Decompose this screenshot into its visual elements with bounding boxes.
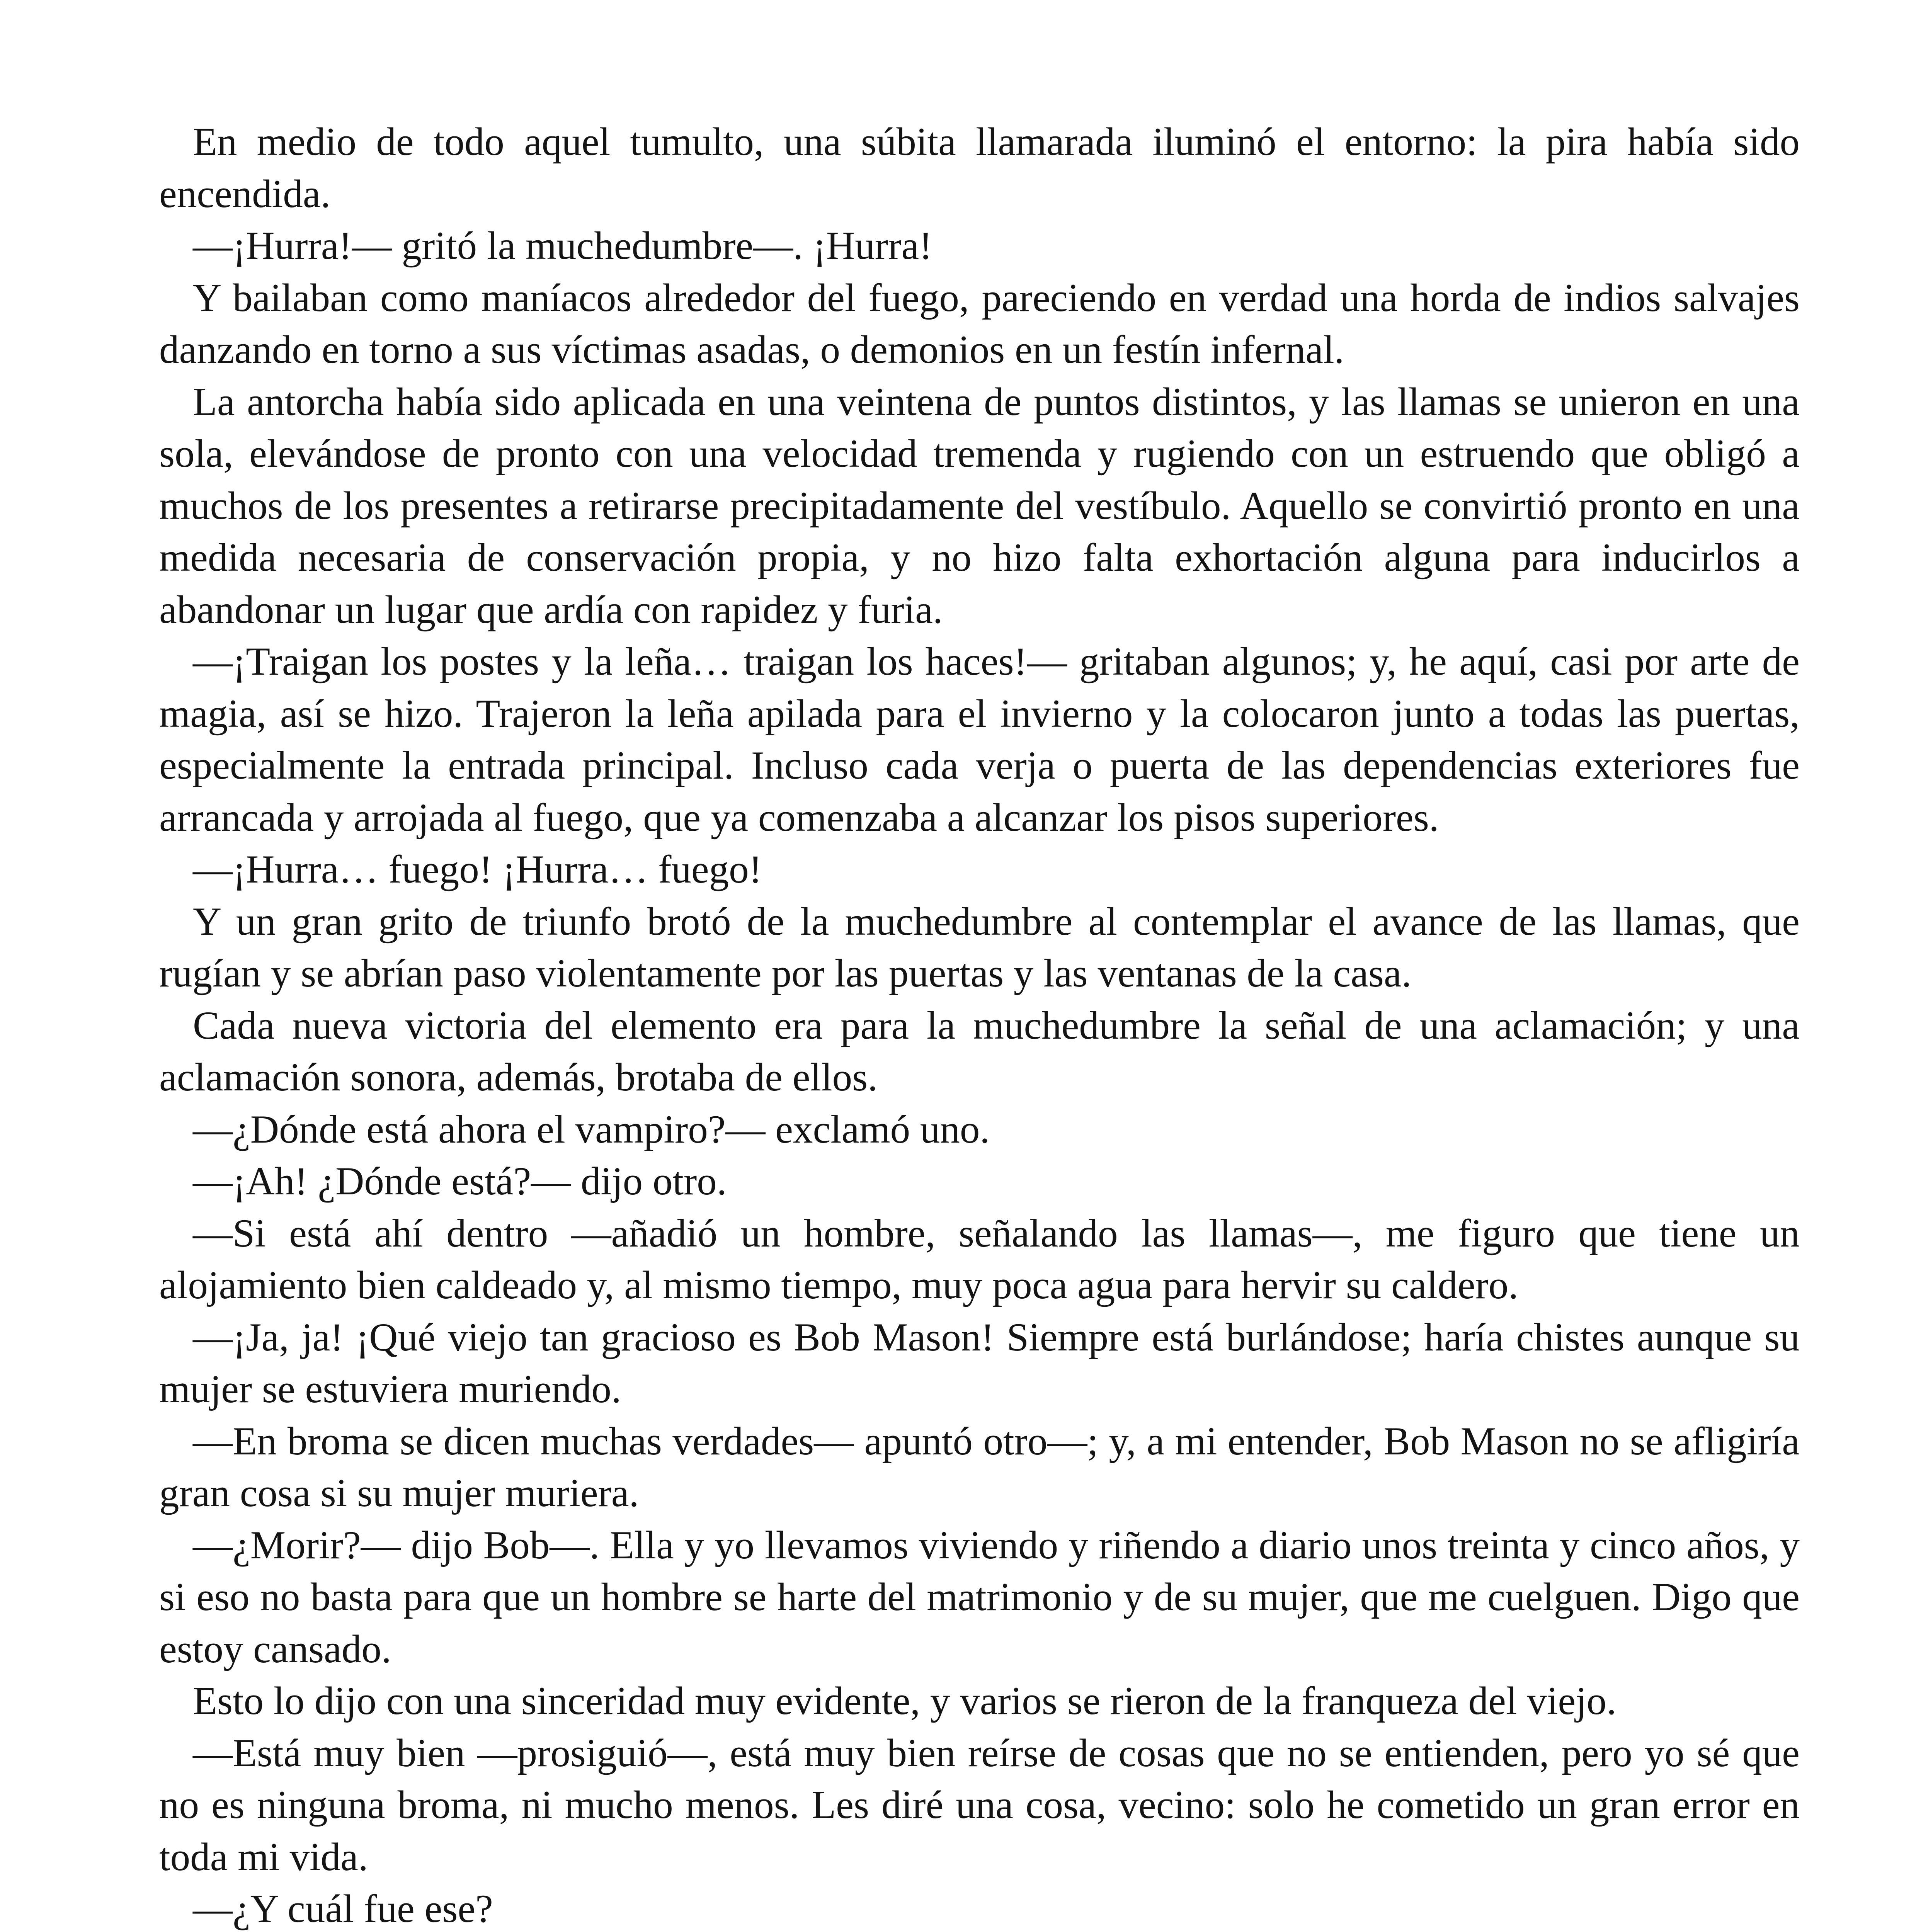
paragraph-7: Y un gran grito de triunfo brotó de la muchedumbre al contemplar el avance de las llamas, que rugían y se abrían paso violentamente por las puertas y las ventanas de la casa. — [159, 899, 1800, 995]
paragraph-13: —En broma se dicen muchas verdades— apuntó otro—; y, a mi entender, Bob Mason no se afligiría gran cosa si su mujer muriera. — [159, 1419, 1800, 1515]
paragraph-15: Esto lo dijo con una sinceridad muy evidente, y varios se rieron de la franqueza del viejo. — [193, 1679, 1617, 1723]
page-body — [159, 116, 1800, 1932]
paragraph-17: —¿Y cuál fue ese? — [193, 1887, 493, 1931]
paragraph-8: Cada nueva victoria del elemento era para la muchedumbre la señal de una aclamación; y una aclamación sonora, además, brotaba de ellos. — [159, 1003, 1800, 1099]
paragraph-5: —¡Traigan los postes y la leña… traigan los haces!— gritaban algunos; y, he aquí, casi por arte de magia, así se hizo. Trajeron la leña apilada para el invierno y la colocaron junto a todas las puertas, especialmente la entrada principal. Incluso cada verja o puerta de las dependencias exteriores fue arrancada y arrojada al fuego, que ya comenzaba a alcanzar los pisos superiores. — [159, 639, 1800, 840]
paragraph-6: —¡Hurra… fuego! ¡Hurra… fuego! — [193, 847, 762, 891]
paragraph-12: —¡Ja, ja! ¡Qué viejo tan gracioso es Bob Mason! Siempre está burlándose; haría chistes aunque su mujer se estuviera muriendo. — [159, 1315, 1800, 1411]
paragraph-3: Y bailaban como maníacos alrededor del fuego, pareciendo en verdad una horda de indios salvajes danzando en torno a sus víctimas asadas, o demonios en un festín infernal. — [159, 276, 1800, 372]
paragraph-14: —¿Morir?— dijo Bob—. Ella y yo llevamos viviendo y riñendo a diario unos treinta y cinco años, y si eso no basta para que un hombre se harte del matrimonio y de su mujer, que me cuelguen. Digo que estoy cansado. — [159, 1523, 1800, 1671]
paragraph-4: La antorcha había sido aplicada en una veintena de puntos distintos, y las llamas se unieron en una sola, elevándose de pronto con una velocidad tremenda y rugiendo con un estruendo que obligó a muchos de los presentes a retirarse precipitadamente del vestíbulo. Aquello se convirtió pronto en una medida necesaria de conservación propia, y no hizo falta exhortación alguna para inducirlos a abandonar un lugar que ardía con rapidez y furia. — [159, 379, 1800, 632]
paragraph-1: En medio de todo aquel tumulto, una súbita llamarada iluminó el entorno: la pira había sido encendida. — [159, 120, 1800, 216]
paragraph-16: —Está muy bien —prosiguió—, está muy bien reírse de cosas que no se entienden, pero yo sé que no es ninguna broma, ni mucho menos. Les diré una cosa, vecino: solo he cometido un gran error en toda mi vida. — [159, 1731, 1800, 1879]
paragraph-2: —¡Hurra!— gritó la muchedumbre—. ¡Hurra! — [193, 224, 932, 268]
paragraph-10: —¡Ah! ¿Dónde está?— dijo otro. — [193, 1159, 727, 1203]
paragraph-11: —Si está ahí dentro —añadió un hombre, señalando las llamas—, me figuro que tiene un alojamiento bien caldeado y, al mismo tiempo, muy poca agua para hervir su caldero. — [159, 1211, 1800, 1307]
paragraph-9: —¿Dónde está ahora el vampiro?— exclamó uno. — [193, 1107, 990, 1151]
